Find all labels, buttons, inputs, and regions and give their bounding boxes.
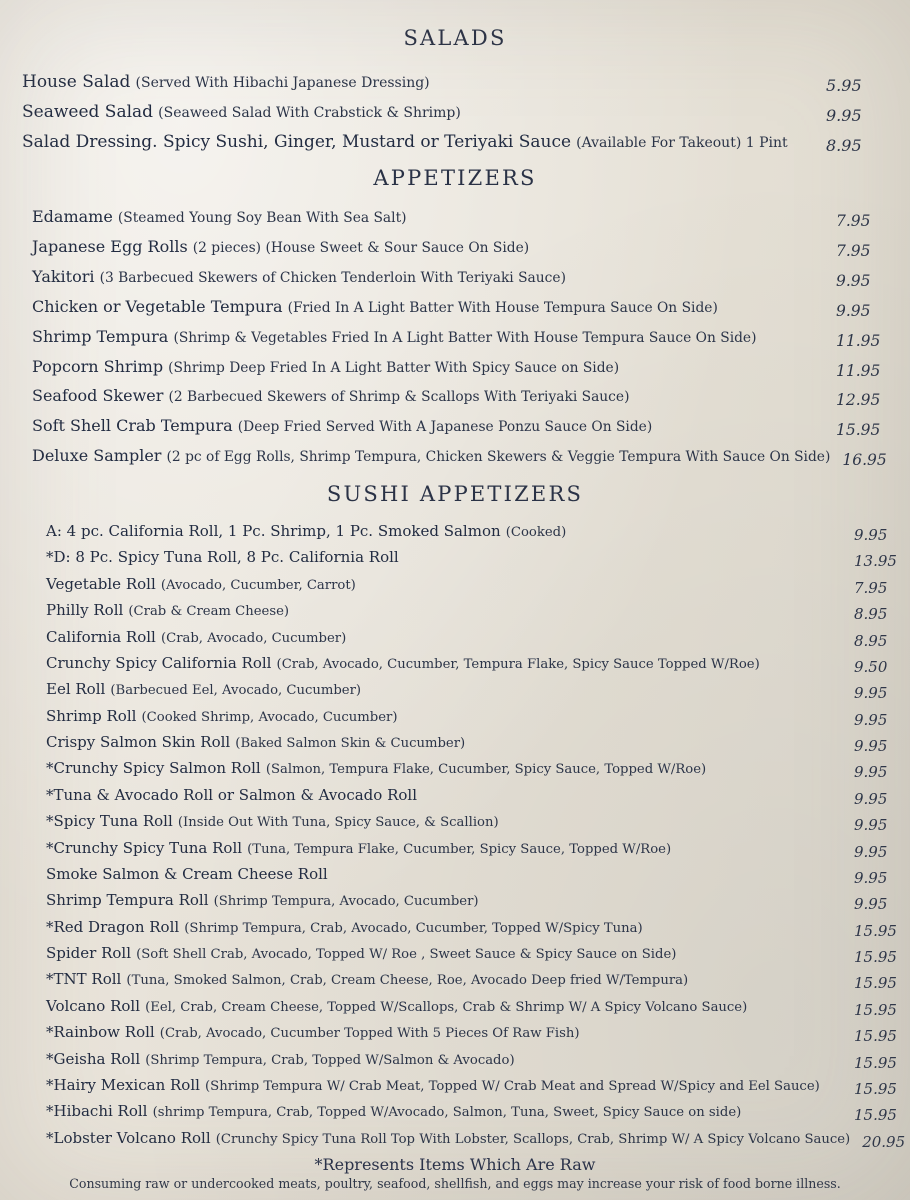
menu-item-name: Popcorn Shrimp (32, 356, 164, 376)
menu-item-text (22, 132, 826, 152)
menu-item-desc: (Crab, Avocado, Cucumber) (160, 630, 347, 646)
menu-item-price: 9.95 (826, 106, 862, 126)
menu-item-price: 9.95 (854, 710, 888, 729)
menu-item-price: 9.95 (854, 763, 888, 782)
menu-item-name: Vegetable Roll (46, 574, 156, 593)
menu-item-row (46, 785, 910, 808)
menu-item-text (46, 759, 854, 778)
menu-item-desc: (Available For Takeout) 1 Pint (576, 135, 788, 152)
menu-item-desc: (Crab, Avocado, Cucumber, Tempura Flake, Spicy Sauce Topped W/Roe) (276, 656, 760, 672)
menu-item-name: Philly Roll (46, 601, 124, 620)
menu-item-row (32, 266, 898, 290)
menu-item-price: 7.95 (836, 242, 871, 261)
menu-item-text (46, 1050, 854, 1069)
menu-item-desc: (2 pc of Egg Rolls, Shrimp Tempura, Chicken Skewers & Veggie Tempura With Sauce On Side) (166, 449, 831, 466)
menu-item-text (22, 72, 826, 92)
menu-item-name: Soft Shell Crab Tempura (32, 416, 233, 436)
menu-item-name: Shrimp Tempura (32, 326, 169, 346)
menu-item-price: 9.95 (854, 789, 888, 808)
menu-item-text (46, 522, 854, 541)
menu-item-name: Volcano Roll (46, 996, 141, 1015)
menu-item-desc: (Shrimp & Vegetables Fried In A Light Batter With House Tempura Sauce On Side) (173, 329, 757, 346)
menu-item-desc: (Shrimp Tempura, Crab, Topped W/Salmon & Avocado) (145, 1052, 515, 1068)
menu-item-row (46, 838, 910, 861)
appetizers-list (22, 207, 910, 470)
menu-item-price: 8.95 (826, 136, 862, 156)
section-title-sushi-appetizers: SUSHI APPETIZERS (326, 482, 584, 507)
menu-item-price: 8.95 (854, 605, 888, 624)
menu-item-row (46, 706, 910, 729)
menu-item-desc: (Shrimp Tempura, Avocado, Cucumber) (213, 894, 479, 910)
menu-item-desc: (Shrimp Deep Fried In A Light Batter With Spicy Sauce on Side) (168, 359, 620, 376)
menu-item-desc: (3 Barbecued Skewers of Chicken Tenderloin With Teriyaki Sauce) (99, 269, 566, 286)
menu-item-name: *Hairy Mexican Roll (46, 1075, 200, 1094)
menu-item-price: 9.95 (854, 895, 888, 914)
menu-item-name: Crunchy Spicy California Roll (46, 653, 272, 672)
menu-item-price: 15.95 (854, 948, 897, 967)
menu-item-name: *D: 8 Pc. Spicy Tuna Roll, 8 Pc. California Roll (46, 548, 399, 567)
menu-item-row (22, 72, 888, 95)
menu-item-price: 16.95 (842, 451, 887, 470)
menu-item-desc: (Fried In A Light Batter With House Tempura Sauce On Side) (287, 299, 718, 316)
menu-item-text (32, 298, 836, 317)
menu-item-name: Yakitori (32, 266, 95, 286)
menu-item-row (46, 759, 910, 782)
menu-item-name: Japanese Egg Rolls (32, 237, 188, 257)
menu-item-desc: (Inside Out With Tuna, Spicy Sauce, & Scallion) (177, 815, 499, 831)
menu-item-price: 11.95 (836, 361, 881, 380)
menu-item-text (46, 997, 854, 1016)
menu-item-name: Spider Roll (46, 944, 132, 963)
menu-item-desc: (Served With Hibachi Japanese Dressing) (135, 75, 430, 91)
menu-item-text (46, 1023, 854, 1042)
menu-item-desc: (Crab & Cream Cheese) (128, 604, 290, 620)
menu-item-text (46, 891, 854, 910)
menu-item-text (32, 417, 836, 436)
menu-item-price: 7.95 (854, 578, 888, 597)
menu-item-desc: (Soft Shell Crab, Avocado, Topped W/ Roe , Sweet Sauce & Spicy Sauce on Side) (136, 947, 677, 963)
menu-item-price: 9.95 (854, 684, 888, 703)
menu-item-text (46, 786, 854, 805)
menu-item-desc: (shrimp Tempura, Crab, Topped W/Avocado, Salmon, Tuna, Sweet, Spicy Sauce on side) (152, 1105, 742, 1121)
menu-item-text (46, 654, 854, 673)
menu-item-text (46, 1076, 854, 1095)
menu-item-name: Smoke Salmon & Cream Cheese Roll (46, 864, 328, 883)
menu-item-desc: (2 Barbecued Skewers of Shrimp & Scallops With Teriyaki Sauce) (168, 389, 630, 406)
menu-item-price: 15.95 (854, 1079, 897, 1098)
menu-item-text (46, 865, 854, 884)
menu-item-price: 15.95 (854, 1027, 897, 1046)
menu-item-row (46, 944, 910, 967)
menu-item-price: 15.95 (836, 421, 881, 440)
menu-item-row (46, 1075, 910, 1098)
menu-item-name: Deluxe Sampler (32, 446, 162, 466)
menu-item-text (32, 358, 836, 377)
menu-item-price: 7.95 (836, 212, 871, 231)
menu-item-price: 5.95 (826, 76, 862, 95)
menu-item-desc: (Tuna, Smoked Salmon, Crab, Cream Cheese, Roe, Avocado Deep fried W/Tempura) (126, 973, 689, 989)
menu-item-price: 9.95 (854, 842, 888, 861)
menu-item-row (46, 601, 910, 624)
menu-item-row (32, 207, 898, 231)
menu-item-name: Crispy Salmon Skin Roll (46, 733, 231, 752)
menu-item-name: Seafood Skewer (32, 386, 164, 406)
menu-item-price: 9.50 (854, 657, 888, 676)
menu-item-row (32, 416, 898, 440)
menu-item-desc: (Shrimp Tempura, Crab, Avocado, Cucumber, Topped W/Spicy Tuna) (184, 920, 643, 936)
menu-item-desc: (Tuna, Tempura Flake, Cucumber, Spicy Sauce, Topped W/Roe) (247, 841, 672, 857)
menu-item-row (32, 386, 898, 410)
menu-item-row (46, 996, 910, 1019)
raw-items-footnote: *Represents Items Which Are Raw (314, 1155, 596, 1175)
menu-item-text (46, 680, 854, 699)
menu-item-name: *Crunchy Spicy Tuna Roll (46, 838, 243, 857)
menu-item-text (46, 707, 854, 726)
menu-item-row (46, 627, 910, 650)
menu-item-name: Salad Dressing. Spicy Sushi, Ginger, Mustard or Teriyaki Sauce (22, 132, 572, 153)
menu-item-desc: (2 pieces) (House Sweet & Sour Sauce On Side) (192, 240, 530, 257)
menu-item-row (46, 864, 910, 887)
menu-item-row (46, 653, 910, 676)
menu-item-name: Edamame (32, 207, 113, 227)
menu-item-row (32, 326, 898, 350)
menu-item-name: *Spicy Tuna Roll (46, 812, 173, 831)
menu-item-desc: (Avocado, Cucumber, Carrot) (160, 577, 356, 593)
menu-item-text (32, 447, 842, 466)
menu-item-price: 9.95 (836, 301, 871, 320)
menu-item-row (22, 132, 888, 156)
menu-item-name: Eel Roll (46, 680, 106, 699)
menu-item-desc: (Salmon, Tempura Flake, Cucumber, Spicy Sauce, Topped W/Roe) (265, 762, 707, 778)
menu-item-row (46, 1128, 910, 1151)
menu-item-name: *Hibachi Roll (46, 1102, 148, 1121)
menu-item-text (46, 733, 854, 752)
menu-item-text (46, 918, 854, 937)
menu-item-row (46, 891, 910, 914)
menu-item-name: *Crunchy Spicy Salmon Roll (46, 759, 261, 778)
menu-item-price: 12.95 (836, 391, 881, 410)
menu-item-desc: (Seaweed Salad With Crabstick & Shrimp) (158, 105, 461, 122)
menu-item-row (46, 1049, 910, 1072)
menu-item-row (46, 1102, 910, 1125)
menu-item-row (46, 680, 910, 703)
menu-item-desc: (Eel, Crab, Cream Cheese, Topped W/Scallops, Crab & Shrimp W/ A Spicy Volcano Sauce) (145, 999, 748, 1015)
menu-item-price: 11.95 (836, 331, 881, 350)
menu-item-text (46, 839, 854, 858)
menu-item-row (46, 522, 910, 545)
menu-item-name: A: 4 pc. California Roll, 1 Pc. Shrimp, 1 Pc. Smoked Salmon (46, 522, 501, 541)
menu-item-price: 8.95 (854, 631, 888, 650)
menu-item-name: House Salad (22, 72, 131, 92)
menu-item-row (32, 237, 898, 261)
menu-item-text (46, 628, 854, 647)
menu-item-row (46, 733, 910, 756)
menu-item-price: 15.95 (854, 974, 897, 993)
menu-item-row (32, 296, 898, 320)
menu-item-row (46, 1023, 910, 1046)
menu-item-text (46, 944, 854, 963)
menu-item-desc: (Crunchy Spicy Tuna Roll Top With Lobster, Scallops, Crab, Shrimp W/ A Spicy Volcano Sauce) (215, 1131, 851, 1147)
menu-item-price: 9.95 (854, 737, 888, 756)
sushi-appetizers-list (22, 522, 910, 1151)
menu-item-name: *Lobster Volcano Roll (46, 1128, 211, 1147)
menu-item-price: 9.95 (854, 526, 888, 545)
menu-item-desc: (Crab, Avocado, Cucumber Topped With 5 Pieces Of Raw Fish) (159, 1026, 580, 1042)
menu-item-name: *Rainbow Roll (46, 1023, 155, 1042)
section-title-salads: SALADS (403, 26, 507, 50)
menu-item-name: *TNT Roll (46, 970, 122, 989)
menu-item-name: Shrimp Tempura Roll (46, 891, 209, 910)
menu-item-text (46, 1102, 854, 1121)
menu-item-price: 15.95 (854, 921, 897, 940)
menu-item-text (22, 102, 826, 122)
menu-item-text (32, 208, 836, 227)
menu-item-desc: (Deep Fried Served With A Japanese Ponzu Sauce On Side) (237, 419, 653, 436)
section-title-appetizers: APPETIZERS (373, 166, 537, 191)
menu-item-desc: (Steamed Young Soy Bean With Sea Salt) (117, 210, 407, 227)
menu-item-text (32, 387, 836, 406)
salads-list (22, 72, 898, 156)
menu-item-row (22, 102, 888, 126)
menu-item-price: 15.95 (854, 1000, 897, 1019)
menu-item-text (46, 1129, 862, 1148)
menu-item-text (46, 970, 854, 989)
menu-item-price: 15.95 (854, 1053, 897, 1072)
menu-item-row (32, 446, 898, 470)
menu-item-price: 9.95 (854, 816, 888, 835)
menu-item-name: Chicken or Vegetable Tempura (32, 296, 283, 316)
menu-item-name: Shrimp Roll (46, 706, 137, 725)
menu-item-price: 20.95 (862, 1132, 906, 1151)
menu-item-row (46, 548, 910, 571)
menu-item-price: 13.95 (854, 552, 897, 571)
menu-item-price: 9.95 (854, 868, 888, 887)
menu-item-name: California Roll (46, 627, 156, 646)
menu-item-price: 9.95 (836, 271, 871, 290)
menu-item-text (46, 548, 854, 567)
menu-item-row (46, 574, 910, 597)
menu-item-text (46, 601, 854, 620)
menu-item-row (46, 970, 910, 993)
menu-item-text (32, 238, 836, 257)
menu-item-desc: (Cooked Shrimp, Avocado, Cucumber) (141, 709, 398, 725)
menu-item-price: 15.95 (854, 1106, 897, 1125)
menu-item-desc: (Baked Salmon Skin & Cucumber) (235, 736, 466, 752)
menu-item-name: *Geisha Roll (46, 1049, 141, 1068)
menu-item-row (46, 812, 910, 835)
menu-item-name: Seaweed Salad (22, 102, 154, 123)
menu-item-text (32, 268, 836, 287)
menu-item-desc: (Cooked) (505, 525, 567, 541)
menu-item-desc: (Shrimp Tempura W/ Crab Meat, Topped W/ Crab Meat and Spread W/Spicy and Eel Sauce) (205, 1078, 820, 1094)
menu-item-text (32, 328, 836, 347)
health-disclaimer: Consuming raw or undercooked meats, poultry, seafood, shellfish, and eggs may increase your risk of food borne illness. (69, 1176, 841, 1192)
menu-item-row (32, 356, 898, 380)
menu-item-text (46, 812, 854, 831)
menu-item-row (46, 917, 910, 940)
menu-item-text (46, 575, 854, 594)
menu-item-name: *Red Dragon Roll (46, 917, 180, 936)
menu-item-name: *Tuna & Avocado Roll or Salmon & Avocado Roll (46, 785, 418, 804)
menu-item-desc: (Barbecued Eel, Avocado, Cucumber) (110, 683, 362, 699)
